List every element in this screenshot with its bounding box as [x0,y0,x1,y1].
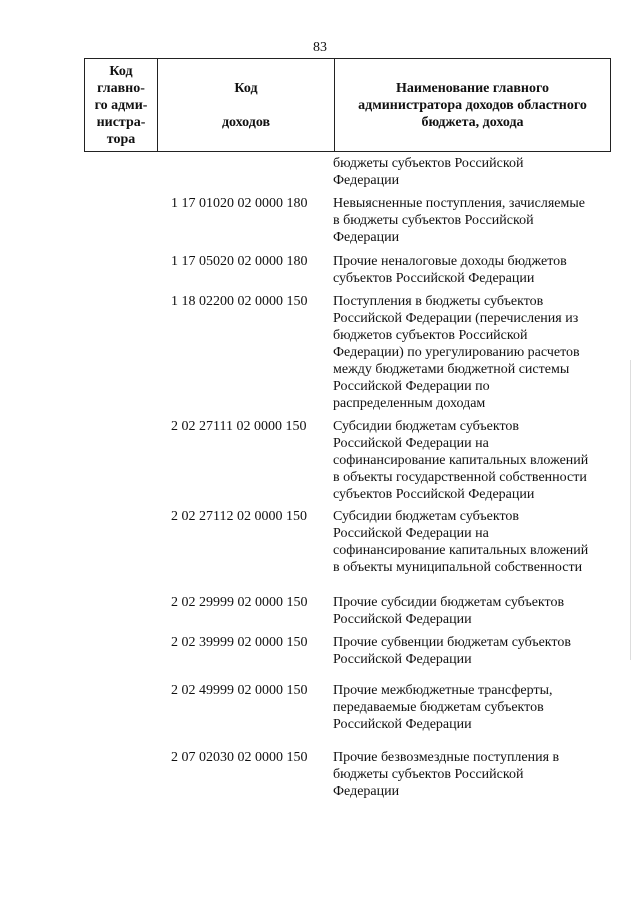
income-code: 2 02 39999 02 0000 150 [171,635,308,650]
income-name: Поступления в бюджеты субъектов Российской Федерации (перечисления из бюджетов субъектов Российской Федерации) по урегулированию расчетов между бюджетами бюджетной системы Российской Федерации по распределенным доходам [333,294,580,411]
income-name: Субсидии бюджетам субъектов Российской Федерации на софинансирование капитальных вложений в объекты государственной собственности субъектов Российской Федерации [333,419,589,502]
income-code: 2 02 27112 02 0000 150 [171,509,307,524]
page-number: 83 [313,40,327,55]
income-name: Прочие субсидии бюджетам субъектов Российской Федерации [333,595,565,627]
income-name: Субсидии бюджетам субъектов Российской Федерации на софинансирование капитальных вложений в объекты муниципальной собственности [333,509,589,575]
income-code: 2 02 29999 02 0000 150 [171,595,308,610]
header-name: Наименование главного администратора доходов областного бюджета, дохода [358,80,587,130]
income-code: 2 07 02030 02 0000 150 [171,750,308,765]
income-name: Прочие неналоговые доходы бюджетов субъектов Российской Федерации [333,254,567,286]
income-name: Прочие субвенции бюджетам субъектов Российской Федерации [333,635,571,667]
income-code: 1 17 05020 02 0000 180 [171,254,308,269]
income-code: 2 02 49999 02 0000 150 [171,683,308,698]
header-income-code: Код доходов [158,59,335,151]
income-code: 1 18 02200 02 0000 150 [171,294,308,309]
income-code: 2 02 27111 02 0000 150 [171,419,307,434]
income-code: 1 17 01020 02 0000 180 [171,196,308,211]
income-name: Прочие межбюджетные трансферты, передаваемые бюджетам субъектов Российской Федерации [333,683,553,732]
income-name: Прочие безвозмездные поступления в бюджеты субъектов Российской Федерации [333,750,560,799]
header-admin-code: Код главно- го адми- нистра- тора [85,59,158,151]
income-name: бюджеты субъектов Российской Федерации [333,156,524,188]
income-name: Невыясненные поступления, зачисляемые в бюджеты субъектов Российской Федерации [333,196,585,245]
scan-margin-line [630,360,631,660]
table-header [84,58,611,152]
